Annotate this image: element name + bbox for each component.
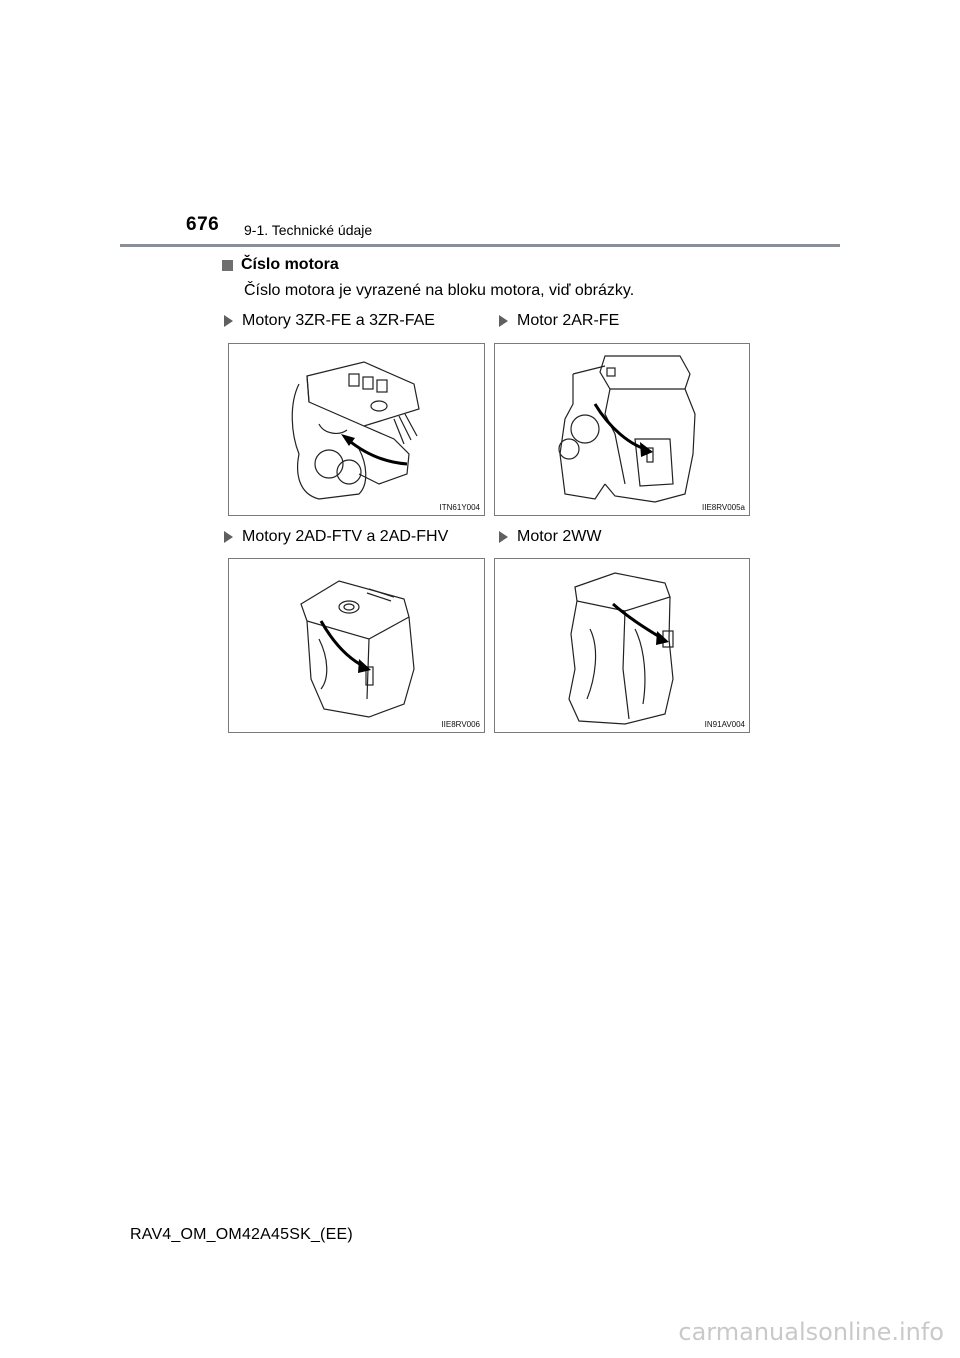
- caption-text: Motor 2WW: [517, 528, 602, 545]
- engine-illustration-2ww: [494, 558, 750, 733]
- triangle-bullet-icon: [499, 531, 508, 543]
- engine-drawing-icon: [229, 559, 484, 732]
- triangle-bullet-icon: [224, 315, 233, 327]
- header-divider: [120, 244, 840, 247]
- caption-text: Motory 2AD-FTV a 2AD-FHV: [242, 528, 449, 545]
- figure-code: IN91AV004: [704, 720, 745, 729]
- engine-drawing-icon: [495, 344, 749, 515]
- engine-drawing-icon: [495, 559, 749, 732]
- section-title: 9-1. Technické údaje: [244, 222, 373, 238]
- caption-text: Motor 2AR-FE: [517, 312, 620, 329]
- heading-row: [222, 256, 339, 274]
- engine-illustration-2ad: [228, 558, 485, 733]
- page-number: 676: [186, 214, 220, 235]
- figure-code: IIE8RV006: [441, 720, 480, 729]
- figure-caption: [499, 312, 619, 330]
- heading: Číslo motora: [241, 256, 339, 273]
- document-code: RAV4_OM_OM42A45SK_(EE): [130, 1226, 353, 1243]
- triangle-bullet-icon: [499, 315, 508, 327]
- watermark: carmanualsonline.info: [678, 1318, 944, 1346]
- figure-code: ITN61Y004: [439, 503, 480, 512]
- engine-illustration-2ar: [494, 343, 750, 516]
- figure-caption: [224, 528, 448, 546]
- engine-illustration-3zr: [228, 343, 485, 516]
- figure-caption: [499, 528, 601, 546]
- caption-text: Motory 3ZR-FE a 3ZR-FAE: [242, 312, 435, 329]
- figure-caption: [224, 312, 435, 330]
- triangle-bullet-icon: [224, 531, 233, 543]
- engine-drawing-icon: [229, 344, 484, 515]
- square-bullet-icon: [222, 260, 233, 271]
- body-text: Číslo motora je vyrazené na bloku motora, viď obrázky.: [244, 282, 635, 299]
- figure-code: IIE8RV005a: [702, 503, 745, 512]
